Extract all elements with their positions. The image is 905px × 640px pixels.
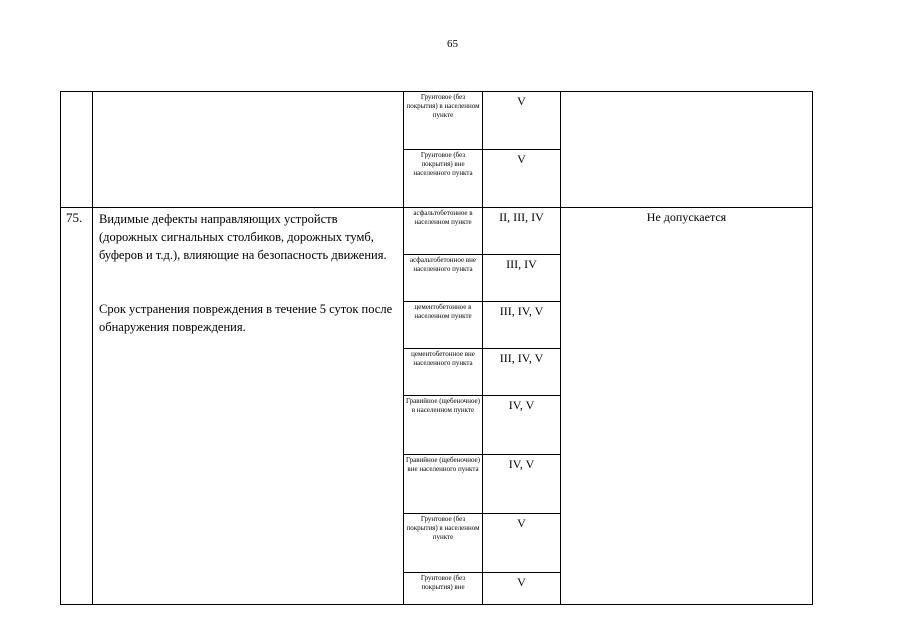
surface-type-cell: Грунтовое (без покрытия) в населенном пункте xyxy=(404,514,483,573)
road-category-cell: IV, V xyxy=(483,396,561,455)
item-description: Видимые дефекты направляющих устройств (дорожных сигнальных столбиков, дорожных тумб, буферов и т.д.), влияющие на безопасность движения. xyxy=(99,212,387,262)
page-number: 65 xyxy=(447,38,458,50)
table-row xyxy=(61,208,813,255)
road-category-cell: V xyxy=(483,573,561,605)
road-category-cell: IV, V xyxy=(483,455,561,514)
description-cell-empty xyxy=(93,92,404,208)
number-cell-empty xyxy=(61,92,93,208)
surface-type-cell: Гравийное (щебеночное) в населенном пункте xyxy=(404,396,483,455)
item-description-cell xyxy=(93,208,404,605)
road-category-cell: III, IV xyxy=(483,255,561,302)
defects-table xyxy=(60,91,813,605)
surface-type-cell: Грунтовое (без покрытия) в населенном пункте xyxy=(404,92,483,150)
requirement-cell: Не допускается xyxy=(561,208,813,605)
item-deadline: Срок устранения повреждения в течение 5 суток после обнаружения повреждения. xyxy=(99,302,393,334)
surface-type-cell: асфальтобетонное в населенном пункте xyxy=(404,208,483,255)
item-number: 75. xyxy=(61,208,93,605)
road-category-cell: II, III, IV xyxy=(483,208,561,255)
surface-type-cell: Грунтовое (без покрытия) вне населенного пункта xyxy=(404,150,483,208)
road-category-cell: V xyxy=(483,92,561,150)
surface-type-cell: Гравийное (щебеночное) вне населенного пункта xyxy=(404,455,483,514)
surface-type-cell: цементобетонное в населенном пункте xyxy=(404,302,483,349)
road-category-cell: III, IV, V xyxy=(483,302,561,349)
table-row xyxy=(61,92,813,150)
road-category-cell: V xyxy=(483,514,561,573)
requirement-cell-empty xyxy=(561,92,813,208)
surface-type-cell: Грунтовое (без покрытия) вне xyxy=(404,573,483,605)
surface-type-cell: асфальтобетонное вне населенного пункта xyxy=(404,255,483,302)
road-category-cell: V xyxy=(483,150,561,208)
surface-type-cell: цементобетонное вне населенного пункта xyxy=(404,349,483,396)
road-category-cell: III, IV, V xyxy=(483,349,561,396)
